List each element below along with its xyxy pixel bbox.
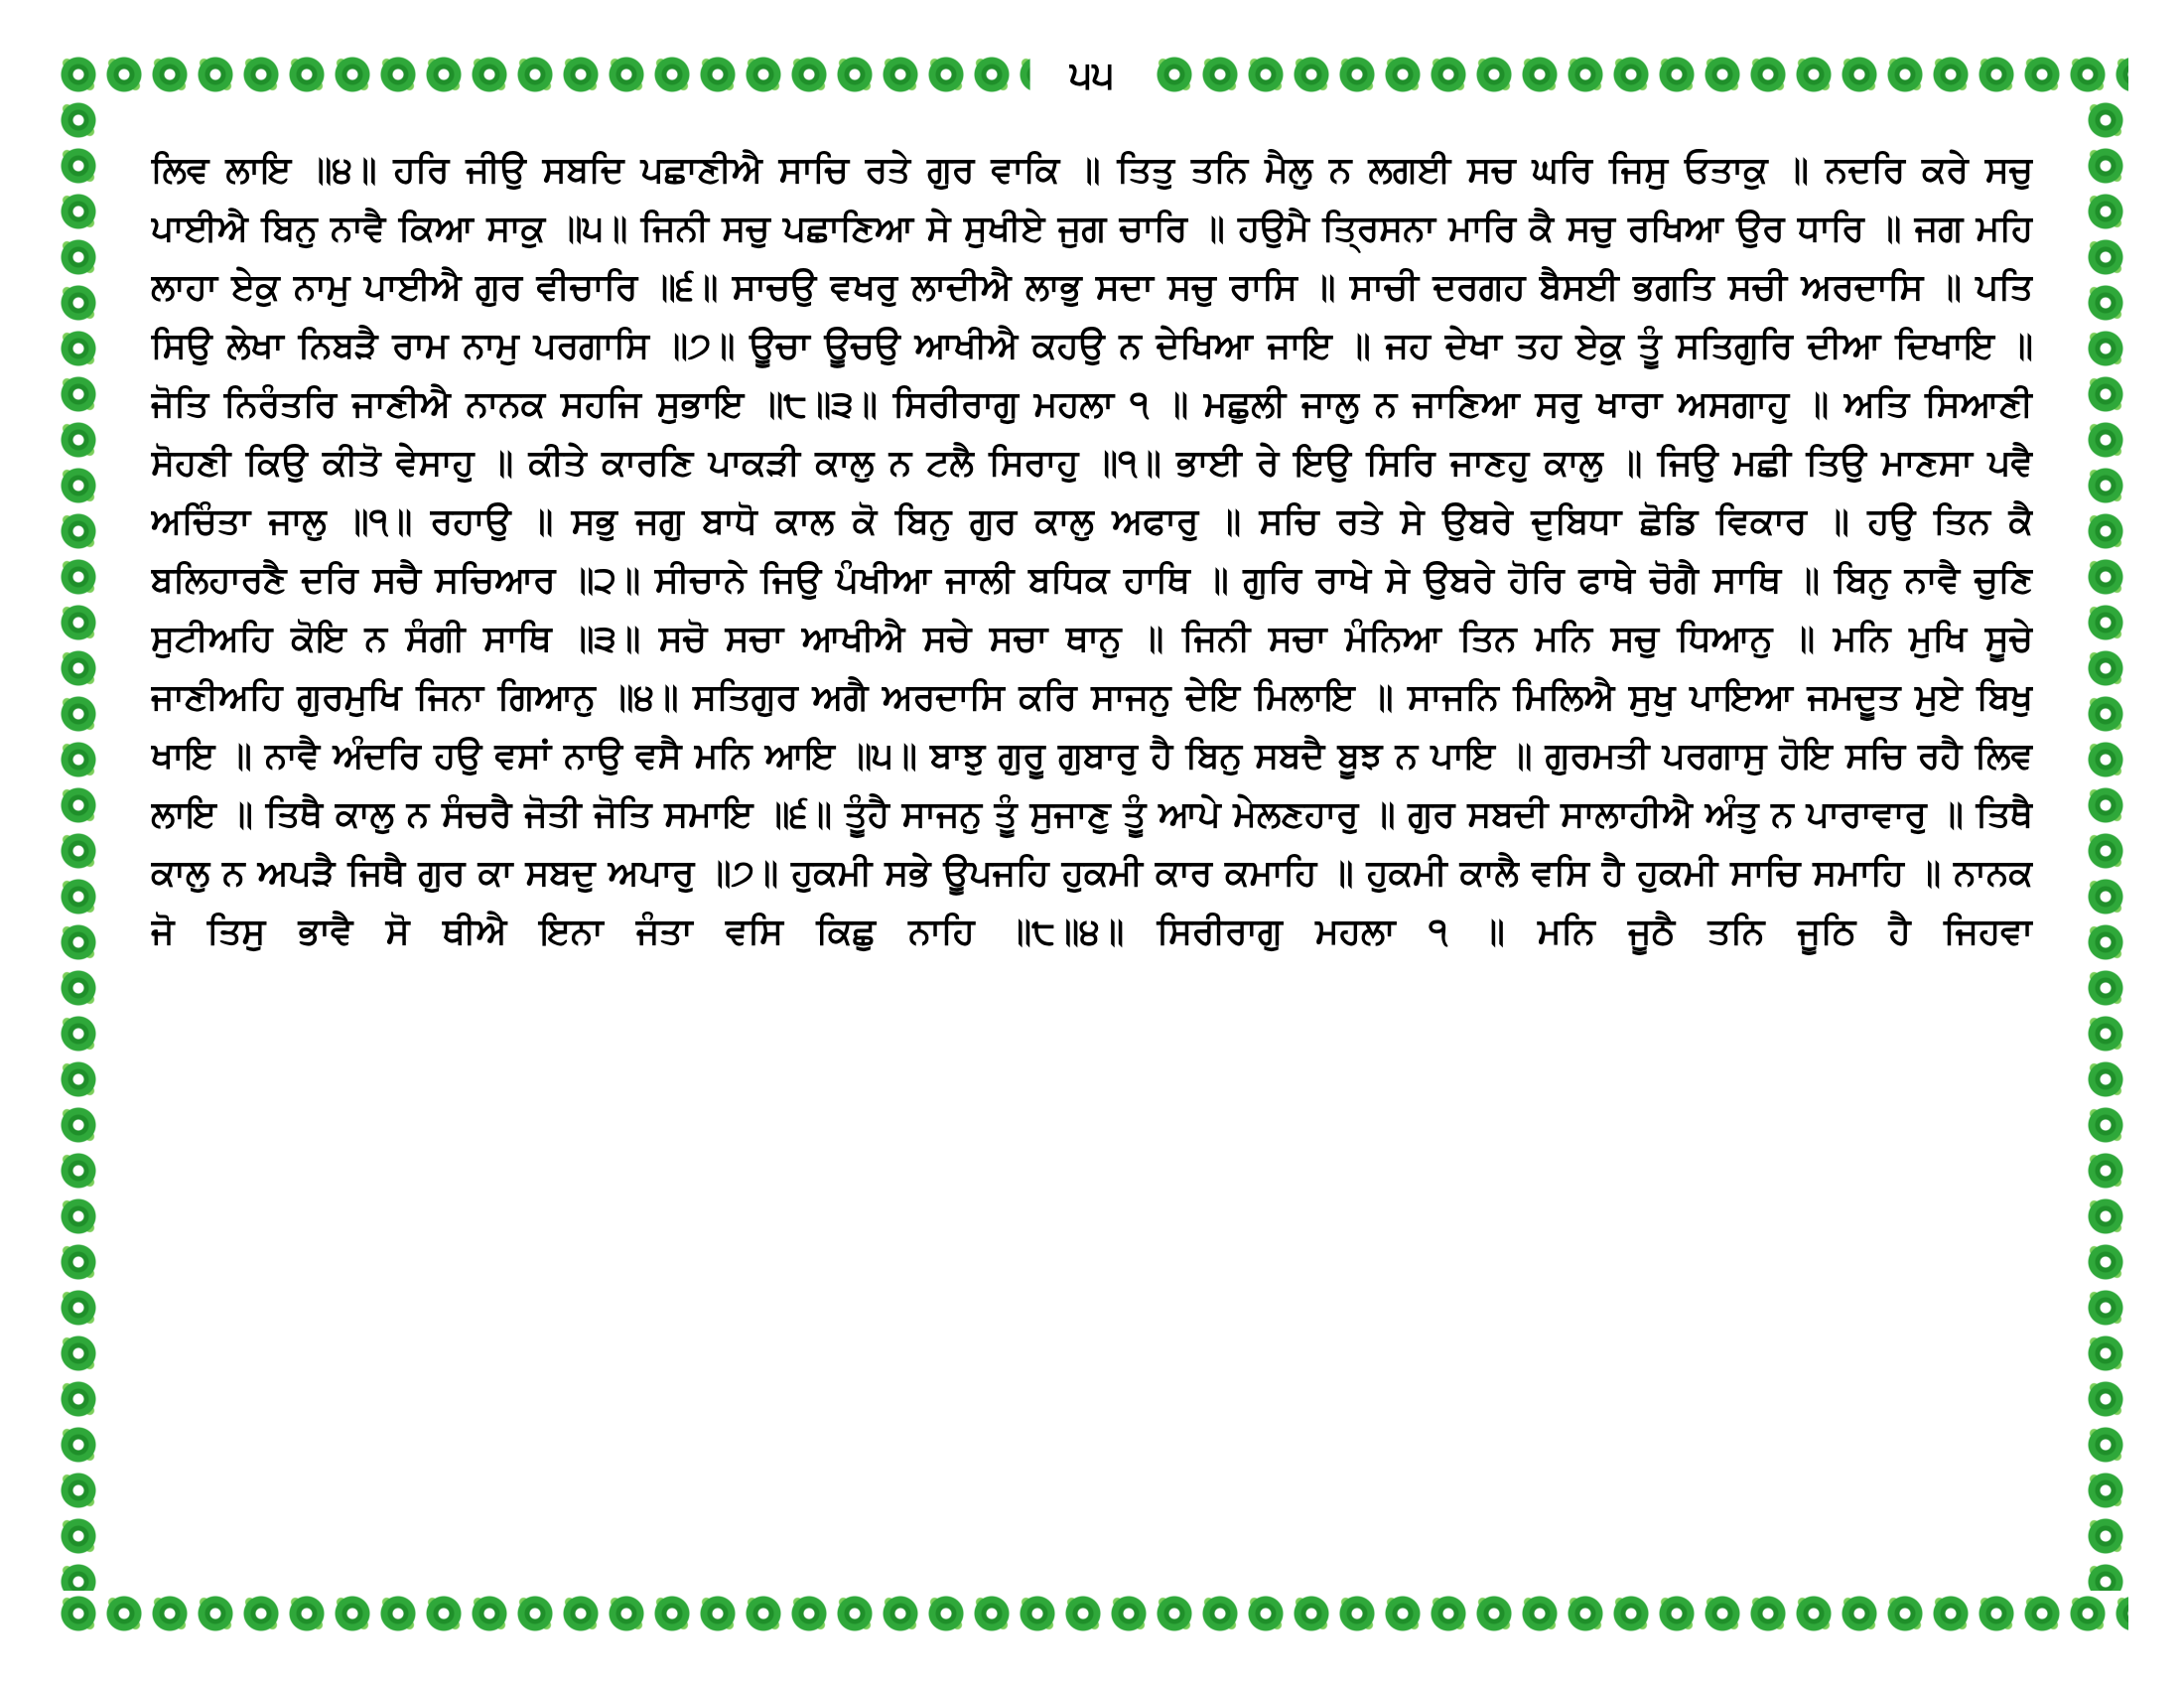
- scripture-text: ਲਿਵ ਲਾਇ ॥੪॥ ਹਰਿ ਜੀਉ ਸਬਦਿ ਪਛਾਣੀਐ ਸਾਚਿ ਰਤੇ ਗੁਰ ਵਾਕਿ ॥ ਤਿਤੁ ਤਨਿ ਮੈਲੁ ਨ ਲਗਈ ਸਚ ਘਰਿ ਜਿਸੁ ਓਤਾਕੁ ॥ ਨਦਰਿ ਕਰੇ ਸਚੁ ਪਾਈਐ ਬਿਨੁ ਨਾਵੈ ਕਿਆ ਸਾਕੁ ॥੫॥ ਜਿਨੀ ਸਚੁ ਪਛਾਣਿਆ ਸੇ ਸੁਖੀਏ ਜੁਗ ਚਾਰਿ ॥ ਹਉਮੈ ਤ੍ਰਿਸਨਾ ਮਾਰਿ ਕੈ ਸਚੁ ਰਖਿਆ ਉਰ ਧਾਰਿ ॥ ਜਗ ਮਹਿ ਲਾਹਾ ਏਕੁ ਨਾਮੁ ਪਾਈਐ ਗੁਰ ਵੀਚਾਰਿ ॥੬॥ ਸਾਚਉ ਵਖਰੁ ਲਾਦੀਐ ਲਾਭੁ ਸਦਾ ਸਚੁ ਰਾਸਿ ॥ ਸਾਚੀ ਦਰਗਹ ਬੈਸਈ ਭਗਤਿ ਸਚੀ ਅਰਦਾਸਿ ॥ ਪਤਿ ਸਿਉ ਲੇਖਾ ਨਿਬੜੈ ਰਾਮ ਨਾਮੁ ਪਰਗਾਸਿ ॥੭॥ ਊਚਾ ਊਚਉ ਆਖੀਐ ਕਹਉ ਨ ਦੇਖਿਆ ਜਾਇ ॥ ਜਹ ਦੇਖਾ ਤਹ ਏਕੁ ਤੂੰ ਸਤਿਗੁਰਿ ਦੀਆ ਦਿਖਾਇ ॥ ਜੋਤਿ ਨਿਰੰਤਰਿ ਜਾਣੀਐ ਨਾਨਕ ਸਹਜਿ ਸੁਭਾਇ ॥੮॥੩॥ ਸਿਰੀਰਾਗੁ ਮਹਲਾ ੧ ॥ ਮਛੁਲੀ ਜਾਲੁ ਨ ਜਾਣਿਆ ਸਰੁ ਖਾਰਾ ਅਸਗਾਹੁ ॥ ਅਤਿ ਸਿਆਣੀ ਸੋਹਣੀ ਕਿਉ ਕੀਤੋ ਵੇਸਾਹੁ ॥ ਕੀਤੇ ਕਾਰਣਿ ਪਾਕੜੀ ਕਾਲੁ ਨ ਟਲੈ ਸਿਰਾਹੁ ॥੧॥ ਭਾਈ ਰੇ ਇਉ ਸਿਰਿ ਜਾਣਹੁ ਕਾਲੁ ॥ ਜਿਉ ਮਛੀ ਤਿਉ ਮਾਣਸਾ ਪਵੈ ਅਚਿੰਤਾ ਜਾਲੁ ॥੧॥ ਰਹਾਉ ॥ ਸਭੁ ਜਗੁ ਬਾਧੋ ਕਾਲ ਕੋ ਬਿਨੁ ਗੁਰ ਕਾਲੁ ਅਫਾਰੁ ॥ ਸਚਿ ਰਤੇ ਸੇ ਉਬਰੇ ਦੁਬਿਧਾ ਛੋਡਿ ਵਿਕਾਰ ॥ ਹਉ ਤਿਨ ਕੈ ਬਲਿਹਾਰਣੈ ਦਰਿ ਸਚੈ ਸਚਿਆਰ ॥੨॥ ਸੀਚਾਨੇ ਜਿਉ ਪੰਖੀਆ ਜਾਲੀ ਬਧਿਕ ਹਾਥਿ ॥ ਗੁਰਿ ਰਾਖੇ ਸੇ ਉਬਰੇ ਹੋਰਿ ਫਾਥੇ ਚੋਗੈ ਸਾਥਿ ॥ ਬਿਨੁ ਨਾਵੈ ਚੁਣਿ ਸੁਟੀਅਹਿ ਕੋਇ ਨ ਸੰਗੀ ਸਾਥਿ ॥੩॥ ਸਚੋ ਸਚਾ ਆਖੀਐ ਸਚੇ ਸਚਾ ਥਾਨੁ ॥ ਜਿਨੀ ਸਚਾ ਮੰਨਿਆ ਤਿਨ ਮਨਿ ਸਚੁ ਧਿਆਨੁ ॥ ਮਨਿ ਮੁਖਿ ਸੂਚੇ ਜਾਣੀਅਹਿ ਗੁਰਮੁਖਿ ਜਿਨਾ ਗਿਆਨੁ ॥੪॥ ਸਤਿਗੁਰ ਅਗੈ ਅਰਦਾਸਿ ਕਰਿ ਸਾਜਨੁ ਦੇਇ ਮਿਲਾਇ ॥ ਸਾਜਨਿ ਮਿਲਿਐ ਸੁਖੁ ਪਾਇਆ ਜਮਦੂਤ ਮੁਏ ਬਿਖੁ ਖਾਇ ॥ ਨਾਵੈ ਅੰਦਰਿ ਹਉ ਵਸਾਂ ਨਾਉ ਵਸੈ ਮਨਿ ਆਇ ॥੫॥ ਬਾਝੁ ਗੁਰੂ ਗੁਬਾਰੁ ਹੈ ਬਿਨੁ ਸਬਦੈ ਬੂਝ ਨ ਪਾਇ ॥ ਗੁਰਮਤੀ ਪਰਗਾਸੁ ਹੋਇ ਸਚਿ ਰਹੈ ਲਿਵ ਲਾਇ ॥ ਤਿਥੈ ਕਾਲੁ ਨ ਸੰਚਰੈ ਜੋਤੀ ਜੋਤਿ ਸਮਾਇ ॥੬॥ ਤੂੰਹੈ ਸਾਜਨੁ ਤੂੰ ਸੁਜਾਣੁ ਤੂੰ ਆਪੇ ਮੇਲਣਹਾਰੁ ॥ ਗੁਰ ਸਬਦੀ ਸਾਲਾਹੀਐ ਅੰਤੁ ਨ ਪਾਰਾਵਾਰੁ ॥ ਤਿਥੈ ਕਾਲੁ ਨ ਅਪੜੈ ਜਿਥੈ ਗੁਰ ਕਾ ਸਬਦੁ ਅਪਾਰੁ ॥੭॥ ਹੁਕਮੀ ਸਭੇ ਊਪਜਹਿ ਹੁਕਮੀ ਕਾਰ ਕਮਾਹਿ ॥ ਹੁਕਮੀ ਕਾਲੈ ਵਸਿ ਹੈ ਹੁਕਮੀ ਸਾਚਿ ਸਮਾਹਿ ॥ ਨਾਨਕ ਜੋ ਤਿਸੁ ਭਾਵੈ ਸੋ ਥੀਐ ਇਨਾ ਜੰਤਾ ਵਸਿ ਕਿਛੁ ਨਾਹਿ ॥੮॥੪॥ ਸਿਰੀਰਾਗੁ ਮਹਲਾ ੧ ॥ ਮਨਿ ਜੂਠੈ ਤਨਿ ਜੂਠਿ ਹੈ ਜਿਹਵਾ: [151, 150, 2033, 952]
- page-number: ੫੫: [1030, 52, 1155, 97]
- floral-border-bottom-icon: [56, 1591, 2128, 1636]
- page-frame: [56, 52, 2128, 1636]
- floral-border-left-icon: [56, 97, 101, 1591]
- floral-border-right-icon: [2083, 97, 2128, 1591]
- scripture-text-block: [151, 141, 2033, 1571]
